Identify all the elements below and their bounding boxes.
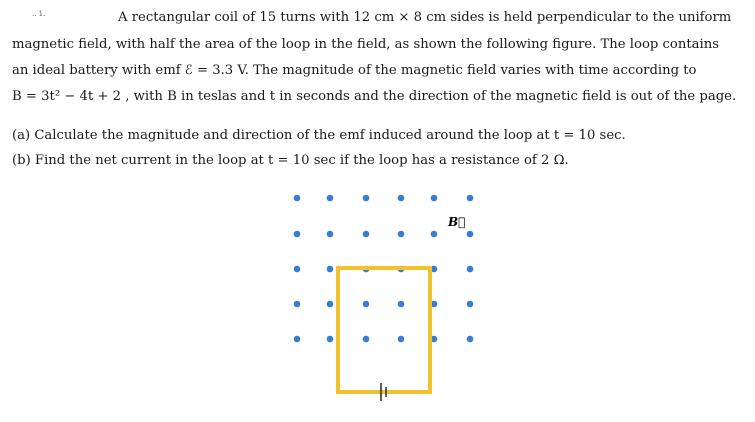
field-dot [327, 301, 334, 308]
field-dot [431, 231, 438, 238]
field-dot [363, 231, 370, 238]
field-label: B⃗ [448, 215, 466, 229]
field-dot [398, 231, 405, 238]
field-dot [294, 195, 301, 202]
field-dot [467, 231, 474, 238]
field-dot [294, 231, 301, 238]
problem-line-3: an ideal battery with emf ℰ = 3.3 V. The magnitude of the magnetic field varies with time according to [12, 63, 697, 78]
field-dot [363, 336, 370, 343]
field-dot [431, 195, 438, 202]
problem-number: .. 1. [32, 10, 46, 18]
coil-loop [338, 268, 430, 392]
field-dot [363, 195, 370, 202]
field-dot [467, 301, 474, 308]
field-loop-figure [270, 180, 500, 420]
field-dot [327, 336, 334, 343]
field-dot [467, 195, 474, 202]
field-dot [327, 195, 334, 202]
problem-line-1: A rectangular coil of 15 turns with 12 cm × 8 cm sides is held perpendicular to the uniform [118, 10, 732, 25]
field-dot [294, 301, 301, 308]
part-a-question: (a) Calculate the magnitude and direction of the emf induced around the loop at t = 10 sec. [12, 128, 626, 143]
field-dot [327, 266, 334, 273]
part-b-question: (b) Find the net current in the loop at t = 10 sec if the loop has a resistance of 2 Ω. [12, 153, 569, 168]
field-dot [327, 231, 334, 238]
field-dot [467, 266, 474, 273]
field-dot [363, 301, 370, 308]
field-dot [467, 336, 474, 343]
field-dot [398, 195, 405, 202]
problem-line-2: magnetic field, with half the area of the loop in the field, as shown the following figure. The loop contains [12, 37, 719, 52]
field-dot [398, 336, 405, 343]
field-dot [398, 301, 405, 308]
problem-line-4: B = 3t² − 4t + 2 , with B in teslas and t in seconds and the direction of the magnetic field is out of the page. [12, 89, 737, 104]
field-dot [294, 266, 301, 273]
field-dot [294, 336, 301, 343]
